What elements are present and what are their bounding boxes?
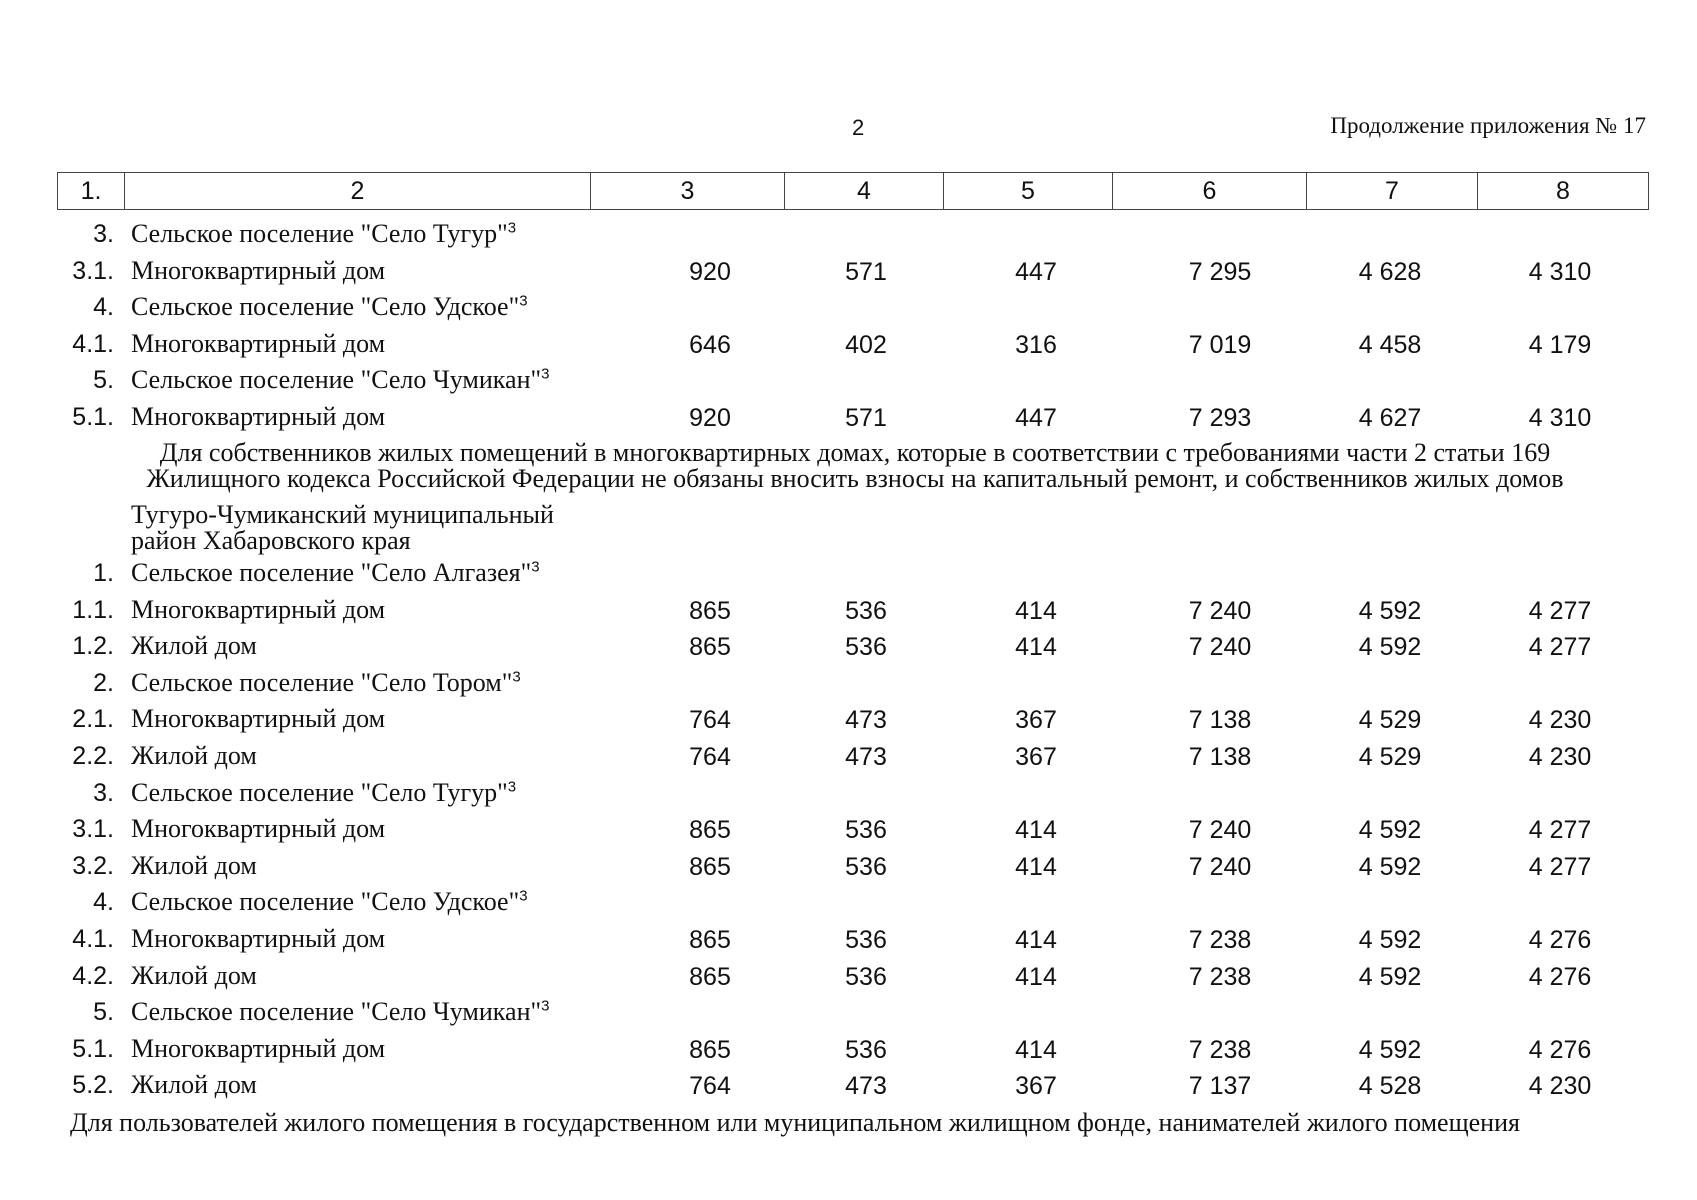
cell-col-5: 414 (1015, 596, 1057, 625)
row-label-text: Сельское поселение "Село Алгазея" (131, 558, 532, 587)
cell-col-7: 4 592 (1358, 633, 1422, 662)
block1-rows (0, 217, 1697, 437)
row-label-text: Сельское поселение "Село Тугур" (131, 219, 508, 248)
footnote-mark: 3 (507, 777, 517, 795)
footer-note: Для пользователей жилого помещения в государственном или муниципальном жилищном фонде, нанимателей жилого помещения (70, 1108, 1520, 1137)
cell-col-7: 4 528 (1358, 1072, 1422, 1101)
cell-col-4: 536 (845, 1035, 887, 1064)
col-header-1: 1. (58, 173, 125, 210)
row-label-text: Сельское поселение "Село Тугур" (131, 777, 508, 807)
row-label-text: Жилой дом (131, 960, 257, 990)
cell-col-6: 7 293 (1188, 403, 1252, 432)
cell-col-3: 764 (689, 1072, 731, 1101)
cell-col-8: 4 277 (1528, 816, 1592, 845)
cell-col-5: 414 (1015, 925, 1057, 954)
cell-col-6: 7 238 (1188, 962, 1252, 991)
row-number: 5. (93, 366, 114, 395)
table-row (0, 849, 1697, 886)
cell-col-8: 4 276 (1528, 925, 1592, 954)
row-number: 4. (93, 293, 114, 322)
footnote-mark: 3 (519, 887, 528, 905)
row-number: 5.1. (72, 1034, 114, 1063)
row-label-text: Жилой дом (131, 631, 257, 661)
row-label (131, 292, 528, 322)
footnote-mark: 3 (541, 997, 550, 1015)
col-header-5: 5 (944, 173, 1113, 210)
cell-col-5: 414 (1015, 852, 1057, 881)
cell-col-5: 414 (1015, 962, 1057, 991)
cell-col-8: 4 276 (1528, 962, 1592, 991)
row-label (131, 704, 385, 734)
cell-col-7: 4 592 (1358, 962, 1422, 991)
row-label-text: Многоквартирный дом (131, 594, 386, 624)
cell-col-4: 536 (845, 633, 887, 662)
row-number: 2.2. (72, 741, 114, 770)
cell-col-8: 4 230 (1528, 742, 1592, 771)
row-label-text: Многоквартирный дом (131, 923, 386, 953)
row-label-text: Сельское поселение "Село Чумикан" (131, 997, 542, 1027)
cell-col-5: 447 (1015, 403, 1057, 432)
row-label (131, 778, 516, 808)
cell-col-8: 4 310 (1528, 403, 1592, 432)
row-number: 4.1. (72, 329, 114, 358)
row-label (131, 1070, 257, 1100)
row-label (131, 595, 385, 625)
row-label (131, 961, 257, 991)
cell-col-4: 536 (845, 596, 887, 625)
district-line-2: район Хабаровского края (131, 526, 411, 555)
cell-col-5: 316 (1015, 330, 1057, 359)
cell-col-3: 764 (689, 706, 731, 735)
settlement-row (0, 995, 1697, 1032)
cell-col-7: 4 627 (1358, 403, 1422, 432)
table-row (0, 739, 1697, 776)
row-number: 5.2. (72, 1071, 114, 1100)
row-label-text: Сельское поселение "Село Удское" (131, 292, 520, 322)
cell-col-8: 4 277 (1528, 596, 1592, 625)
row-label (131, 329, 385, 359)
row-label-text: Жилой дом (131, 740, 257, 770)
row-label-text: Многоквартирный дом (131, 1033, 386, 1063)
table-row (0, 959, 1697, 996)
row-label-text: Многоквартирный дом (131, 328, 386, 358)
row-label-text: Многоквартирный дом (131, 401, 386, 431)
footnote-mark: 3 (507, 219, 517, 237)
cell-col-5: 367 (1015, 1072, 1057, 1101)
table-row (0, 327, 1697, 364)
cell-col-6: 7 240 (1188, 633, 1252, 662)
col-header-8: 8 (1478, 173, 1649, 210)
table-row (0, 812, 1697, 849)
cell-col-6: 7 295 (1188, 257, 1252, 286)
row-label (131, 631, 257, 661)
settlement-row (0, 556, 1697, 593)
section-note (60, 440, 1650, 492)
column-header-row (57, 172, 1649, 210)
row-number: 3.2. (72, 851, 114, 880)
footnote-mark: 3 (512, 668, 521, 686)
cell-col-8: 4 277 (1528, 633, 1592, 662)
row-label-text: Сельское поселение "Село Тором" (131, 667, 513, 697)
cell-col-4: 473 (845, 742, 887, 771)
table-row (0, 400, 1697, 437)
cell-col-6: 7 138 (1188, 742, 1252, 771)
cell-col-8: 4 179 (1528, 330, 1592, 359)
district-heading (131, 502, 554, 554)
cell-col-8: 4 276 (1528, 1035, 1592, 1064)
cell-col-4: 571 (845, 403, 887, 432)
cell-col-7: 4 458 (1358, 330, 1422, 359)
cell-col-4: 473 (845, 1072, 887, 1101)
table-row (0, 629, 1697, 666)
row-number: 4. (93, 888, 114, 917)
cell-col-6: 7 240 (1188, 596, 1252, 625)
row-label (131, 558, 540, 588)
cell-col-3: 920 (689, 403, 731, 432)
section-note-line-2: Жилищного кодекса Российской Федерации не обязаны вносить взносы на капитальный ремонт, и собственников жилых домов (146, 464, 1564, 493)
cell-col-6: 7 138 (1188, 706, 1252, 735)
cell-col-6: 7 019 (1188, 330, 1252, 359)
cell-col-5: 367 (1015, 706, 1057, 735)
block2-rows (0, 556, 1697, 1105)
settlement-row (0, 290, 1697, 327)
footnote-mark: 3 (519, 292, 528, 310)
cell-col-3: 865 (689, 633, 731, 662)
table-row (0, 922, 1697, 959)
row-label (131, 219, 516, 249)
row-label (131, 365, 549, 395)
row-label-text: Многоквартирный дом (131, 255, 386, 285)
continuation-title: Продолжение приложения № 17 (1330, 113, 1646, 138)
cell-col-4: 536 (845, 925, 887, 954)
row-label (131, 741, 257, 771)
col-header-3: 3 (591, 173, 785, 210)
cell-col-7: 4 592 (1358, 925, 1422, 954)
row-label-text: Жилой дом (131, 850, 257, 880)
row-label (131, 814, 385, 844)
cell-col-7: 4 529 (1358, 742, 1422, 771)
cell-col-6: 7 240 (1188, 852, 1252, 881)
row-number: 4.1. (72, 924, 114, 953)
table-row (0, 593, 1697, 630)
cell-col-3: 865 (689, 1035, 731, 1064)
cell-col-4: 536 (845, 962, 887, 991)
row-number: 2.1. (72, 705, 114, 734)
row-number: 4.2. (72, 961, 114, 990)
table-row (0, 1032, 1697, 1069)
page-number: 2 (852, 115, 865, 140)
row-label (131, 668, 521, 698)
cell-col-3: 865 (689, 816, 731, 845)
cell-col-7: 4 529 (1358, 706, 1422, 735)
table-row (0, 702, 1697, 739)
cell-col-5: 414 (1015, 1035, 1057, 1064)
cell-col-3: 920 (689, 257, 731, 286)
row-label (131, 997, 549, 1027)
col-header-6: 6 (1113, 173, 1307, 210)
table-row (0, 254, 1697, 291)
cell-col-4: 536 (845, 852, 887, 881)
cell-col-8: 4 230 (1528, 1072, 1592, 1101)
cell-col-5: 367 (1015, 742, 1057, 771)
row-number: 5.1. (72, 402, 114, 431)
settlement-row (0, 666, 1697, 703)
row-label (131, 1034, 385, 1064)
cell-col-5: 414 (1015, 816, 1057, 845)
cell-col-3: 646 (689, 330, 731, 359)
cell-col-4: 473 (845, 706, 887, 735)
row-number: 3. (93, 778, 114, 807)
row-label-text: Многоквартирный дом (131, 704, 386, 734)
cell-col-6: 7 238 (1188, 1035, 1252, 1064)
cell-col-7: 4 628 (1358, 257, 1422, 286)
cell-col-5: 447 (1015, 257, 1057, 286)
row-label (131, 851, 257, 881)
cell-col-6: 7 137 (1188, 1072, 1252, 1101)
cell-col-7: 4 592 (1358, 816, 1422, 845)
row-label-text: Сельское поселение "Село Чумикан" (131, 365, 542, 395)
row-number: 3.1. (72, 256, 114, 285)
cell-col-3: 865 (689, 596, 731, 625)
cell-col-3: 865 (689, 925, 731, 954)
cell-col-5: 414 (1015, 633, 1057, 662)
cell-col-3: 865 (689, 962, 731, 991)
row-label-text: Жилой дом (131, 1070, 257, 1100)
row-number: 1.1. (72, 595, 114, 624)
table-row (0, 1068, 1697, 1105)
district-line-1: Тугуро-Чумиканский муниципальный (131, 500, 554, 529)
col-header-7: 7 (1307, 173, 1478, 210)
col-header-4: 4 (785, 173, 944, 210)
settlement-row (0, 363, 1697, 400)
row-number: 1. (93, 559, 114, 587)
cell-col-4: 402 (845, 330, 887, 359)
cell-col-8: 4 310 (1528, 257, 1592, 286)
cell-col-6: 7 240 (1188, 816, 1252, 845)
settlement-row (0, 776, 1697, 813)
cell-col-7: 4 592 (1358, 852, 1422, 881)
row-label (131, 402, 385, 432)
cell-col-8: 4 277 (1528, 852, 1592, 881)
cell-col-3: 764 (689, 742, 731, 771)
row-number: 1.2. (72, 632, 114, 661)
section-note-line-1: Для собственников жилых помещений в многоквартирных домах, которые в соответствии с требованиями части 2 статьи 169 (159, 438, 1551, 467)
col-header-2: 2 (125, 173, 591, 210)
row-label (131, 256, 385, 286)
row-label (131, 887, 528, 917)
row-number: 5. (93, 998, 114, 1027)
row-label-text: Сельское поселение "Село Удское" (131, 887, 520, 917)
row-label-text: Многоквартирный дом (131, 814, 386, 844)
row-number: 3. (93, 220, 114, 248)
cell-col-3: 865 (689, 852, 731, 881)
row-number: 2. (93, 668, 114, 697)
cell-col-7: 4 592 (1358, 596, 1422, 625)
cell-col-6: 7 238 (1188, 925, 1252, 954)
footnote-mark: 3 (531, 558, 540, 576)
cell-col-4: 571 (845, 257, 887, 286)
cell-col-7: 4 592 (1358, 1035, 1422, 1064)
row-number: 3.1. (72, 815, 114, 844)
settlement-row (0, 885, 1697, 922)
settlement-row (0, 217, 1697, 254)
row-label (131, 924, 385, 954)
cell-col-4: 536 (845, 816, 887, 845)
footnote-mark: 3 (541, 365, 550, 383)
cell-col-8: 4 230 (1528, 706, 1592, 735)
